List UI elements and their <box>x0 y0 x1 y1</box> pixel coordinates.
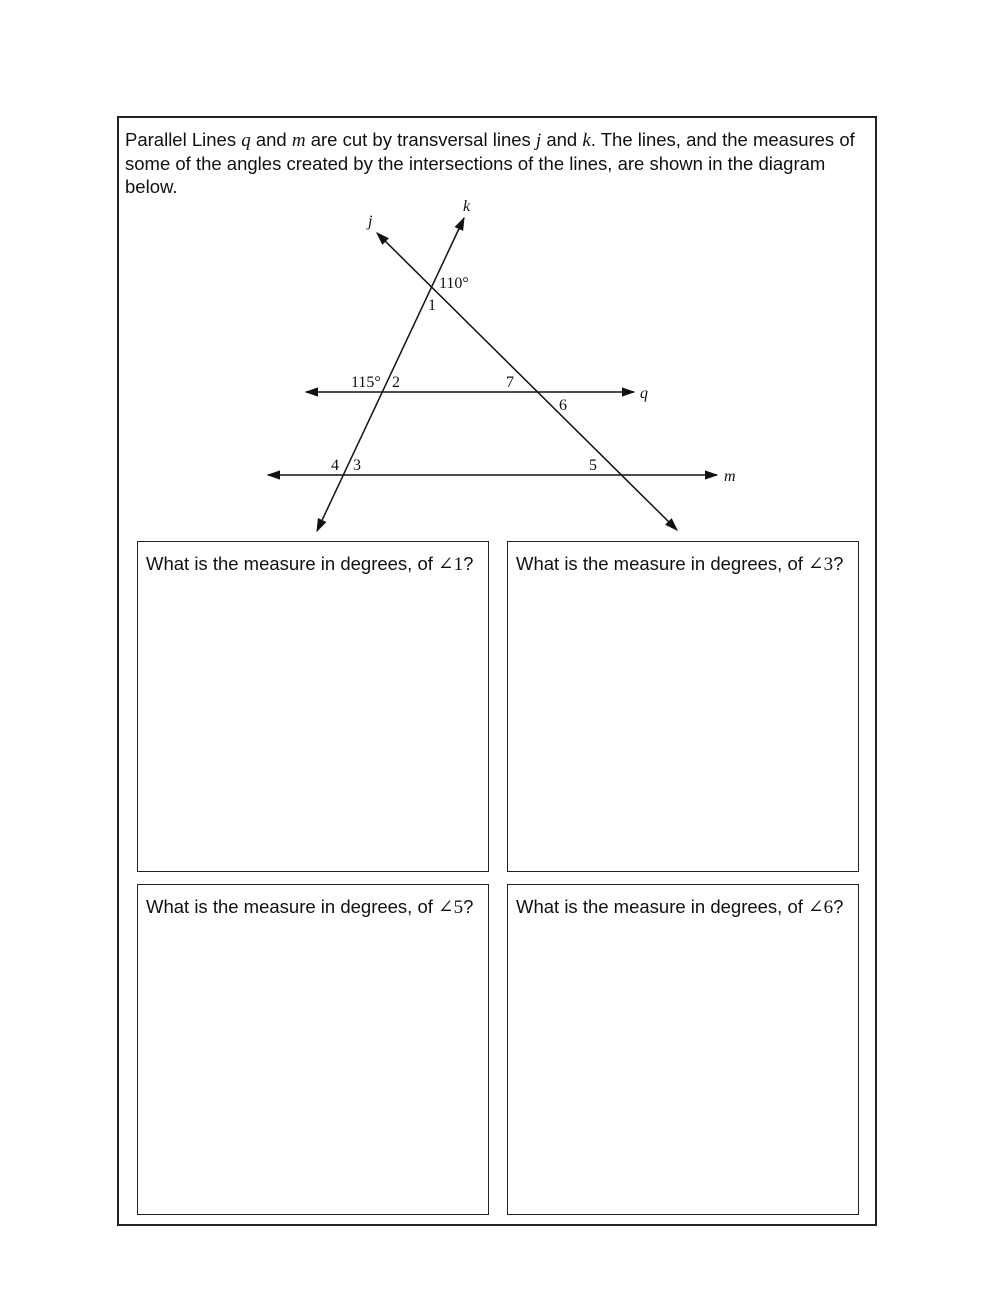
answer-box-angle-1[interactable] <box>137 541 489 872</box>
angle-number: 3 <box>823 554 834 575</box>
line-j <box>377 233 677 530</box>
angle-label-7: 7 <box>506 374 514 391</box>
line-k <box>317 218 464 531</box>
label-line-m: m <box>724 468 736 485</box>
question-angle-1 <box>146 553 473 576</box>
question-suffix: ? <box>833 896 844 917</box>
question-angle-5 <box>146 896 473 919</box>
angle-label-2: 2 <box>392 374 400 391</box>
angle-label-1: 1 <box>428 297 436 314</box>
intro-text-2: and <box>250 129 292 150</box>
question-prefix: What is the measure in degrees, of <box>516 896 809 917</box>
intro-var-j: j <box>535 130 542 151</box>
angle-label-4: 4 <box>331 457 339 474</box>
angle-number: 6 <box>823 897 834 918</box>
angle-number: 5 <box>453 897 464 918</box>
angle-symbol: ∠ <box>808 554 824 575</box>
intro-text-3: are cut by transversal lines <box>305 129 536 150</box>
intro-text-1: Parallel Lines <box>125 129 242 150</box>
answer-box-angle-6[interactable] <box>507 884 859 1215</box>
question-prefix: What is the measure in degrees, of <box>146 896 439 917</box>
given-angle-115: 115° <box>351 374 381 391</box>
angle-symbol: ∠ <box>438 897 454 918</box>
angle-symbol: ∠ <box>808 897 824 918</box>
intro-text-5: . The lines, and the measures of some of the angles created by the intersections of the lines, are shown in the diagram below. <box>125 129 855 197</box>
label-line-j: j <box>368 213 373 230</box>
question-prefix: What is the measure in degrees, of <box>146 553 439 574</box>
question-angle-3 <box>516 553 843 576</box>
parallel-lines-diagram <box>0 0 1000 560</box>
question-suffix: ? <box>833 553 844 574</box>
answer-box-angle-5[interactable] <box>137 884 489 1215</box>
question-prefix: What is the measure in degrees, of <box>516 553 809 574</box>
intro-text-4: and <box>541 129 583 150</box>
intro-var-k: k <box>582 130 591 151</box>
answer-box-angle-3[interactable] <box>507 541 859 872</box>
angle-label-6: 6 <box>559 397 567 414</box>
label-line-k: k <box>463 198 471 215</box>
angle-label-3: 3 <box>353 457 361 474</box>
angle-symbol: ∠ <box>438 554 454 575</box>
question-suffix: ? <box>463 896 474 917</box>
label-line-q: q <box>640 385 648 402</box>
intro-var-q: q <box>241 130 251 151</box>
question-angle-6 <box>516 896 843 919</box>
given-angle-110: 110° <box>439 275 469 292</box>
intro-var-m: m <box>291 130 306 151</box>
question-suffix: ? <box>463 553 474 574</box>
angle-number: 1 <box>453 554 464 575</box>
angle-label-5: 5 <box>589 457 597 474</box>
